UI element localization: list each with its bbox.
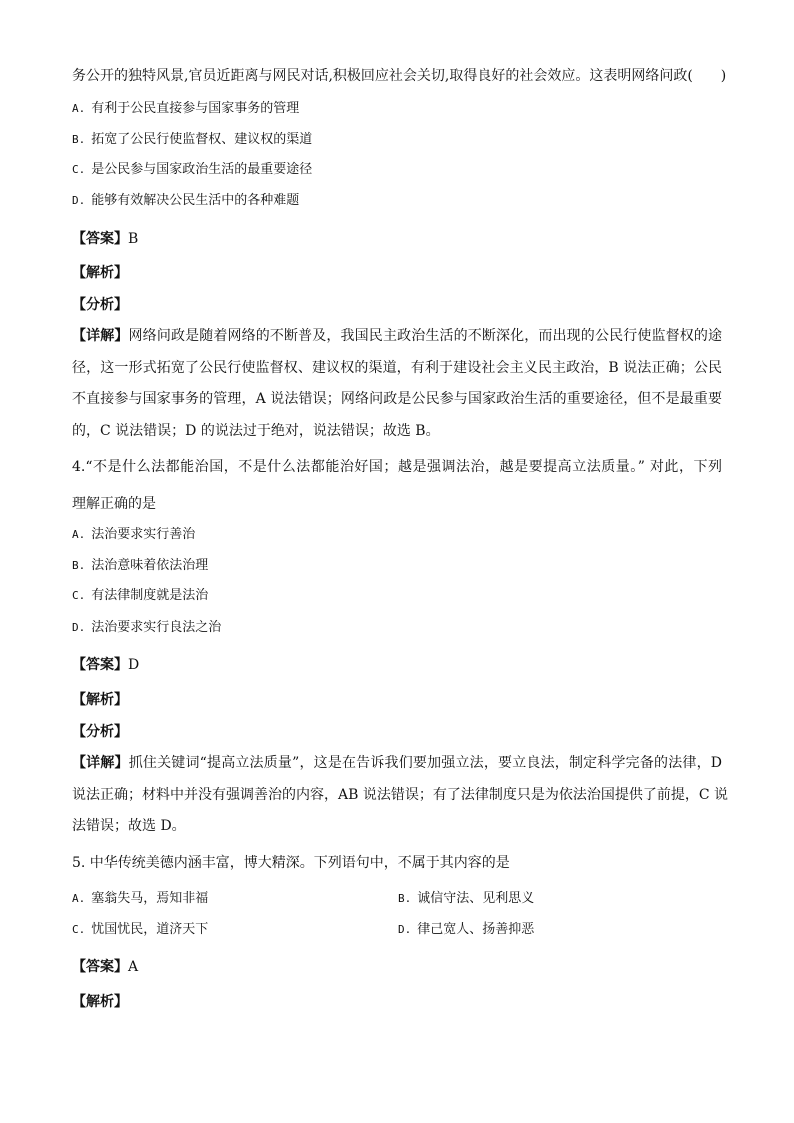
- q4-jiexi-heading: 【解析】: [72, 692, 128, 708]
- q5-jiexi-heading: 【解析】: [72, 994, 128, 1010]
- q3-detail-line-4: 的，C 说法错误；D 的说法过于绝对，说法错误；故选 B。: [72, 423, 440, 439]
- q3-option-b: B. 拓宽了公民行使监督权、建议权的渠道: [72, 132, 313, 147]
- q5-option-c: C. 忧国忧民，道济天下: [72, 922, 209, 937]
- q4-detail-line-1: 【详解】抓住关键词“提高立法质量”，这是在告诉我们要加强立法，要立良法，制定科学完备的法律，D: [72, 755, 723, 771]
- q4-stem-line-2: 理解正确的是: [72, 496, 156, 512]
- q3-option-c: C. 是公民参与国家政治生活的最重要途径: [72, 162, 313, 177]
- q5-option-d: D. 律己宽人、扬善抑恶: [398, 922, 535, 937]
- q3-answer: 【答案】B: [72, 231, 139, 247]
- q4-stem-line-1: 4.“不是什么法都能治国，不是什么法都能治好国；越是强调法治，越是要提高立法质量。” 对此，下列: [72, 459, 722, 475]
- q5-answer: 【答案】A: [72, 959, 139, 975]
- q5-option-a: A. 塞翁失马，焉知非福: [72, 891, 209, 906]
- q3-stem: 务公开的独特风景,官员近距离与网民对话,积极回应社会关切,取得良好的社会效应。这表明网络问政( ): [72, 68, 727, 84]
- q3-detail-line-1: 【详解】网络问政是随着网络的不断普及，我国民主政治生活的不断深化，而出现的公民行使监督权的途: [72, 328, 723, 344]
- q3-detail-line-2: 径，这一形式拓宽了公民行使监督权、建议权的渠道，有利于建设社会主义民主政治，B 说法正确；公民: [72, 360, 722, 376]
- q4-option-c: C. 有法律制度就是法治: [72, 588, 209, 603]
- q4-option-a: A. 法治要求实行善治: [72, 527, 196, 542]
- q5-option-b: B. 诚信守法、见利思义: [398, 891, 535, 906]
- q4-detail-line-2: 说法正确；材料中并没有强调善治的内容，AB 说法错误；有了法律制度只是为依法治国提供了前提，C 说: [72, 787, 729, 803]
- q4-option-d: D. 法治要求实行良法之治: [72, 620, 222, 635]
- q3-fenxi-heading: 【分析】: [72, 297, 128, 313]
- q4-option-b: B. 法治意味着依法治理: [72, 558, 209, 573]
- q4-fenxi-heading: 【分析】: [72, 724, 128, 740]
- q3-option-d: D. 能够有效解决公民生活中的各种难题: [72, 193, 300, 208]
- q4-detail-line-3: 法错误；故选 D。: [72, 818, 186, 834]
- q3-option-a: A. 有利于公民直接参与国家事务的管理: [72, 101, 300, 116]
- q5-stem: 5. 中华传统美德内涵丰富，博大精深。下列语句中，不属于其内容的是: [72, 855, 510, 871]
- q4-answer: 【答案】D: [72, 657, 140, 673]
- q3-jiexi-heading: 【解析】: [72, 265, 128, 281]
- q3-detail-line-3: 不直接参与国家事务的管理，A 说法错误；网络问政是公民参与国家政治生活的重要途径，但不是最重要: [72, 391, 722, 407]
